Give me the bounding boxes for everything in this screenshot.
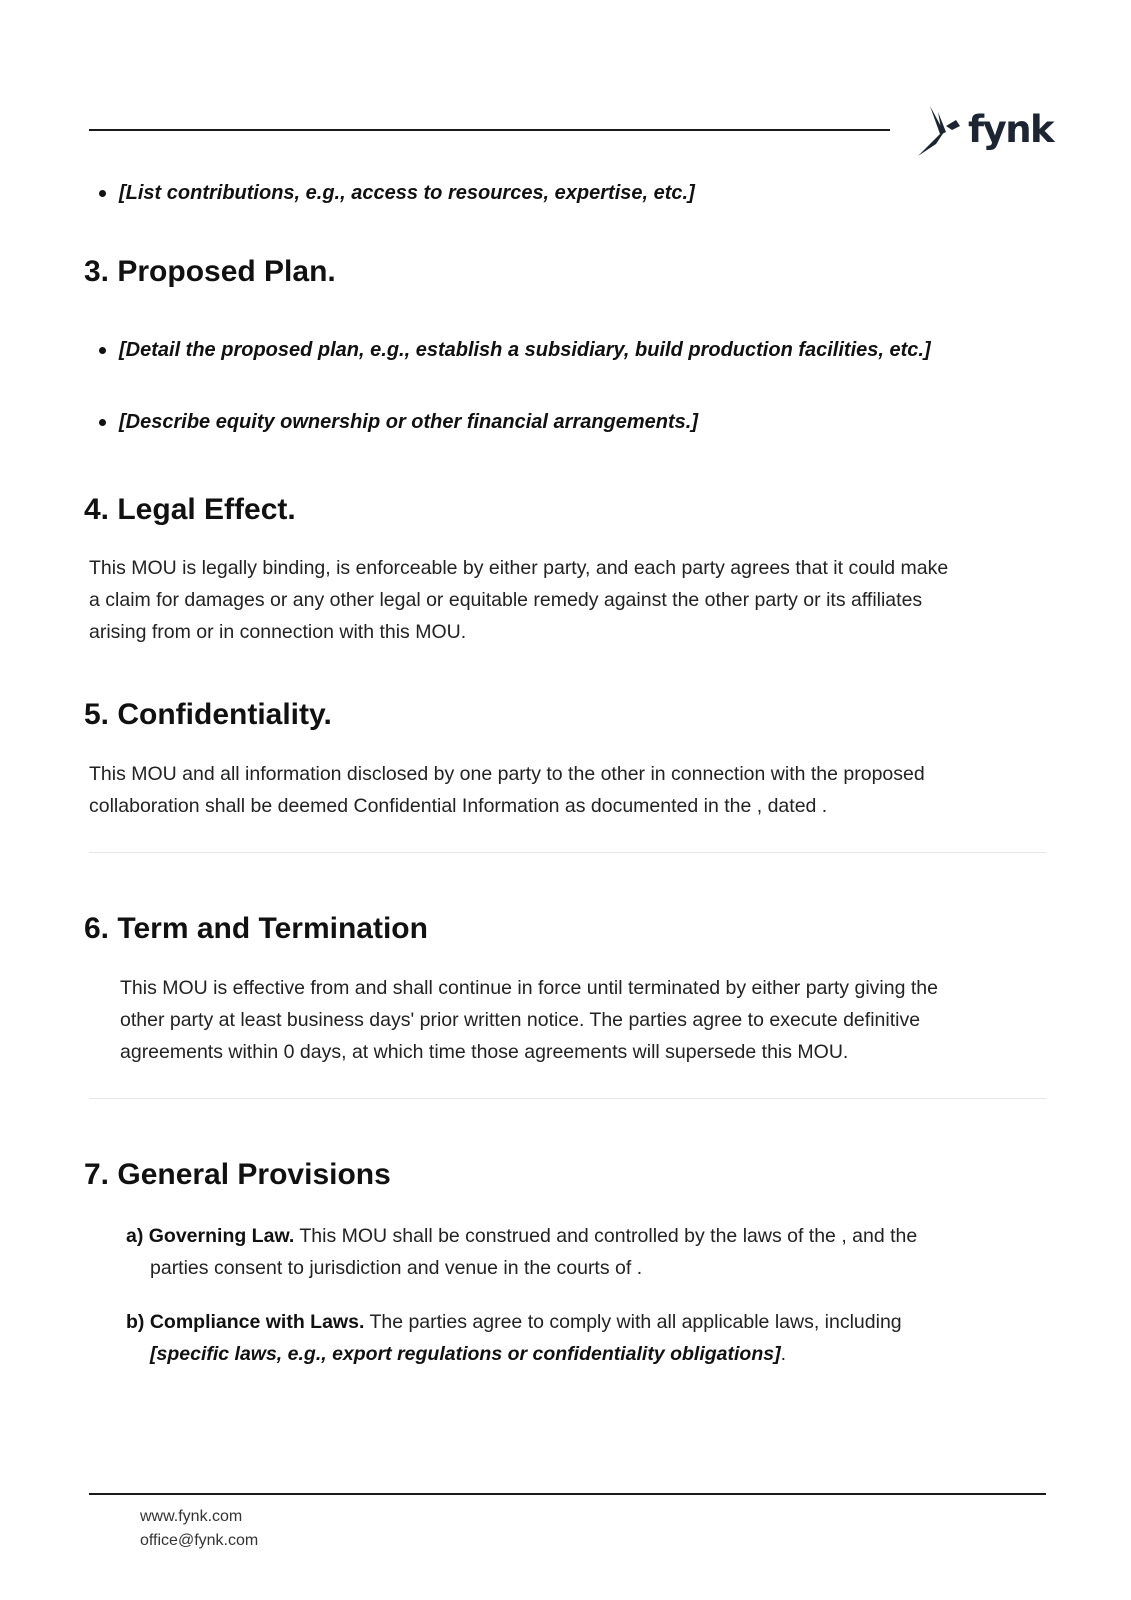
section-heading: 7. General Provisions [84,1158,391,1191]
text-line: This MOU is legally binding, is enforceable by either party, and each party agrees that it could make [89,557,949,579]
footer-website: www.fynk.com [140,1508,243,1525]
text-line: other party at least business days' prior written notice. The parties agree to execute definitive [120,1009,921,1031]
provision-text: The parties agree to comply with all applicable laws, including [364,1311,902,1333]
text-line: agreements within 0 days, at which time those agreements will supersede this MOU. [120,1041,849,1063]
section-heading: 5. Confidentiality. [84,698,332,731]
section-divider [89,1098,1046,1099]
provision-label: a) Governing Law. [126,1225,295,1247]
section-heading: 6. Term and Termination [84,912,428,945]
section-heading: 4. Legal Effect. [84,493,296,526]
section-divider [89,852,1046,853]
provision-label: b) Compliance with Laws. [126,1311,365,1333]
placeholder-text: [specific laws, e.g., export regulations or confidentiality obligations] [150,1343,781,1365]
footer-email: office@fynk.com [140,1532,259,1549]
text-line: arising from or in connection with this MOU. [89,621,467,643]
section-paragraph [120,972,1060,1068]
text-line: a claim for damages or any other legal or equitable remedy against the other party or its affiliates [89,589,923,611]
brand-name: fynk [968,108,1054,151]
provision-governing-law [126,1220,1026,1284]
list-item: [Describe equity ownership or other financial arrangements.] [102,409,698,435]
fynk-logo [916,104,1054,158]
header-rule [89,129,890,131]
footer-rule [89,1493,1046,1495]
provision-text: This MOU shall be construed and controlled by the laws of the , and the [294,1225,918,1247]
section-heading: 3. Proposed Plan. [84,255,336,288]
section-paragraph [89,552,1049,648]
list-item: [List contributions, e.g., access to resources, expertise, etc.] [102,180,695,206]
text-line: This MOU is effective from and shall continue in force until terminated by either party giving the [120,977,938,999]
section-paragraph [89,758,1049,822]
provision-text: parties consent to jurisdiction and venue in the courts of . [150,1257,643,1279]
text-line: collaboration shall be deemed Confidential Information as documented in the , dated . [89,795,828,817]
text-line: This MOU and all information disclosed by one party to the other in connection with the proposed [89,763,925,785]
bird-logo-icon [916,104,966,158]
provision-compliance [126,1306,1026,1370]
provision-text: . [780,1343,787,1365]
list-item: [Detail the proposed plan, e.g., establish a subsidiary, build production facilities, etc.] [102,337,931,363]
